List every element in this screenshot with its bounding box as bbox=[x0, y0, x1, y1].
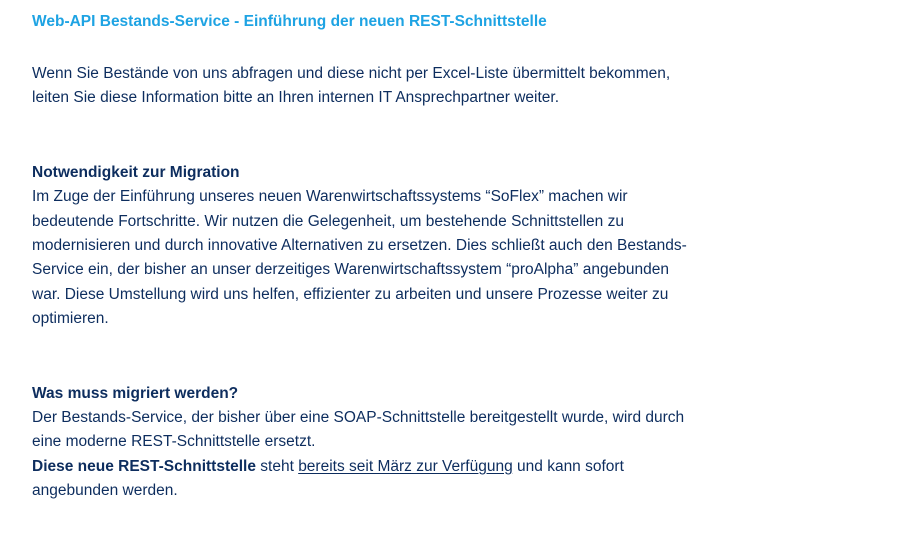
document-body bbox=[32, 10, 877, 504]
what-line-1: Der Bestands-Service, der bisher über eine SOAP-Schnittstelle bereitgestellt wurde, wird durch bbox=[32, 409, 685, 427]
section-heading-migration: Notwendigkeit zur Migration bbox=[32, 163, 240, 181]
what-mid-text: steht bbox=[255, 457, 299, 475]
intro-paragraph bbox=[32, 62, 877, 111]
what-tail-text: und kann sofort bbox=[512, 457, 624, 475]
migration-paragraph bbox=[32, 185, 877, 331]
what-line-2: eine moderne REST-Schnittstelle ersetzt. bbox=[32, 433, 316, 451]
migration-line-4: Service ein, der bisher an unser derzeitiges Warenwirtschaftssystem “proAlpha” angebunden bbox=[32, 261, 669, 279]
what-line-4: angebunden werden. bbox=[32, 482, 178, 500]
spacer bbox=[32, 111, 877, 161]
migration-line-1: Im Zuge der Einführung unseres neuen Warenwirtschaftssystems “SoFlex” machen wir bbox=[32, 188, 628, 206]
available-since-march-link[interactable]: bereits seit März zur Verfügung bbox=[298, 457, 513, 475]
rest-interface-bold-lead: Diese neue REST-Schnittstelle bbox=[32, 457, 256, 475]
migration-line-2: bedeutende Fortschritte. Wir nutzen die Gelegenheit, um bestehende Schnittstellen zu bbox=[32, 212, 624, 230]
migration-line-5: war. Diese Umstellung wird uns helfen, effizienter zu arbeiten und unsere Prozesse weiter zu bbox=[32, 285, 669, 303]
spacer bbox=[32, 332, 877, 382]
document-title: Web-API Bestands-Service - Einführung der neuen REST-Schnittstelle bbox=[32, 13, 547, 30]
section-heading-what-to-migrate: Was muss migriert werden? bbox=[32, 384, 239, 402]
what-to-migrate-paragraph bbox=[32, 406, 877, 504]
migration-line-3: modernisieren und durch innovative Alternativen zu ersetzen. Dies schließt auch den Bestands- bbox=[32, 237, 687, 255]
intro-line-1: Wenn Sie Bestände von uns abfragen und diese nicht per Excel-Liste übermittelt bekommen, bbox=[32, 65, 671, 82]
intro-line-2: leiten Sie diese Information bitte an Ihren internen IT Ansprechpartner weiter. bbox=[32, 89, 560, 107]
migration-line-6: optimieren. bbox=[32, 310, 109, 328]
